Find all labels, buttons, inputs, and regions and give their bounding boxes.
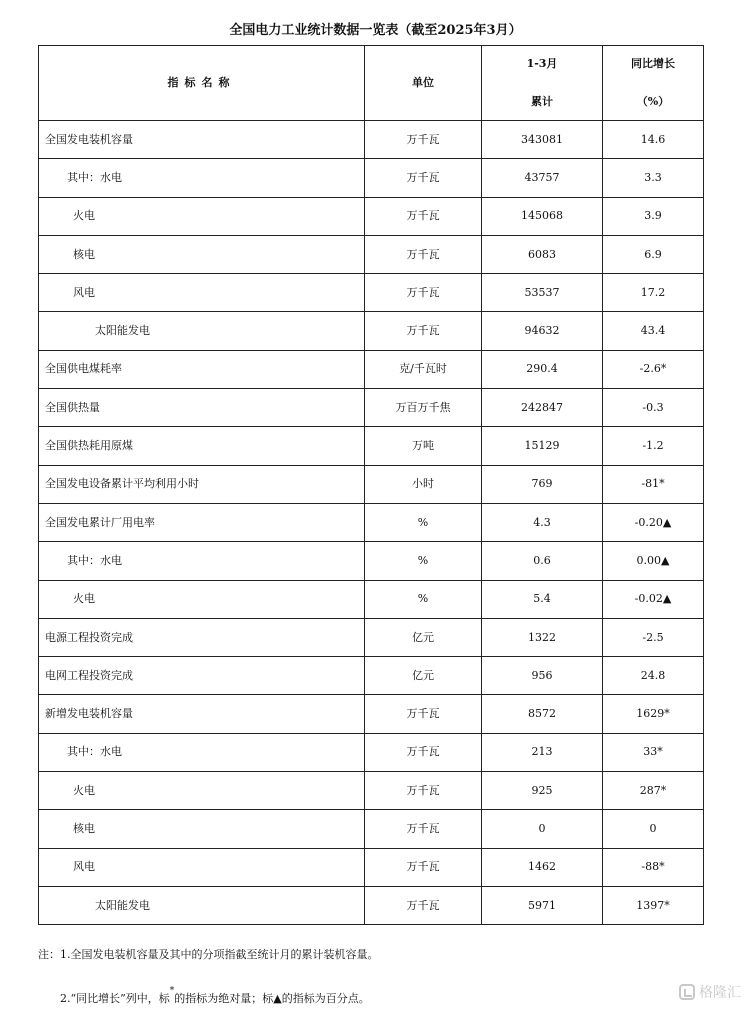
cumulative-value-cell: 8572 [482, 695, 603, 733]
cumulative-value-cell: 925 [482, 772, 603, 810]
indicator-name-cell: 太阳能发电 [39, 886, 365, 924]
table-row [39, 695, 704, 733]
indicator-name-cell: 全国发电累计厂用电率 [39, 503, 365, 541]
cumulative-value-cell: 145068 [482, 197, 603, 235]
table-row [39, 772, 704, 810]
indicator-name-cell: 全国发电装机容量 [39, 121, 365, 159]
unit-cell: 克/千瓦时 [365, 350, 482, 388]
unit-cell: 万千瓦 [365, 772, 482, 810]
table-row [39, 159, 704, 197]
footnote-1: 注：1.全国发电装机容量及其中的分项指截至统计月的累计装机容量。 [38, 948, 379, 961]
table-row [39, 274, 704, 312]
indicator-name-cell: 全国发电设备累计平均利用小时 [39, 465, 365, 503]
table-row [39, 733, 704, 771]
unit-cell: 万千瓦 [365, 312, 482, 350]
unit-cell: 万吨 [365, 427, 482, 465]
cumulative-value-cell: 6083 [482, 235, 603, 273]
table-row [39, 465, 704, 503]
table-row [39, 618, 704, 656]
cumulative-value-cell: 5.4 [482, 580, 603, 618]
yoy-growth-cell: -81* [603, 465, 704, 503]
table-header-row [39, 46, 704, 121]
unit-cell: 亿元 [365, 618, 482, 656]
unit-cell: % [365, 503, 482, 541]
indicator-name-cell: 其中：水电 [39, 542, 365, 580]
table-row [39, 542, 704, 580]
table-row [39, 389, 704, 427]
indicator-name-cell: 核电 [39, 810, 365, 848]
statistics-table [38, 45, 704, 925]
logo-icon [679, 984, 695, 1000]
cumulative-value-cell: 1462 [482, 848, 603, 886]
header-yoy [603, 46, 704, 121]
yoy-growth-cell: 0.00▲ [603, 542, 704, 580]
indicator-name-cell: 核电 [39, 235, 365, 273]
indicator-name-cell: 风电 [39, 274, 365, 312]
unit-cell: 万千瓦 [365, 848, 482, 886]
table-row [39, 235, 704, 273]
table-row [39, 312, 704, 350]
indicator-name-cell: 火电 [39, 772, 365, 810]
yoy-growth-cell: -2.6* [603, 350, 704, 388]
yoy-growth-cell: 24.8 [603, 657, 704, 695]
yoy-growth-cell: -1.2 [603, 427, 704, 465]
indicator-name-cell: 全国供热量 [39, 389, 365, 427]
unit-cell: 万千瓦 [365, 197, 482, 235]
yoy-growth-cell: 6.9 [603, 235, 704, 273]
table-row [39, 810, 704, 848]
cumulative-value-cell: 94632 [482, 312, 603, 350]
indicator-name-cell: 其中：水电 [39, 733, 365, 771]
cumulative-value-cell: 4.3 [482, 503, 603, 541]
yoy-growth-cell: -0.20▲ [603, 503, 704, 541]
cumulative-value-cell: 213 [482, 733, 603, 771]
yoy-growth-cell: 17.2 [603, 274, 704, 312]
cumulative-value-cell: 242847 [482, 389, 603, 427]
unit-cell: 万千瓦 [365, 235, 482, 273]
table-row [39, 121, 704, 159]
yoy-growth-cell: 33* [603, 733, 704, 771]
header-cumulative [482, 46, 603, 121]
cumulative-value-cell: 5971 [482, 886, 603, 924]
unit-cell: 万千瓦 [365, 274, 482, 312]
header-unit: 单位 [365, 46, 482, 121]
cumulative-value-cell: 0.6 [482, 542, 603, 580]
yoy-growth-cell: 287* [603, 772, 704, 810]
unit-cell: 小时 [365, 465, 482, 503]
indicator-name-cell: 电网工程投资完成 [39, 657, 365, 695]
table-row [39, 580, 704, 618]
indicator-name-cell: 新增发电装机容量 [39, 695, 365, 733]
watermark-logo [679, 982, 741, 1002]
unit-cell: % [365, 542, 482, 580]
indicator-name-cell: 全国供电煤耗率 [39, 350, 365, 388]
unit-cell: 万千瓦 [365, 695, 482, 733]
unit-cell: 万百万千焦 [365, 389, 482, 427]
unit-cell: % [365, 580, 482, 618]
indicator-name-cell: 其中：水电 [39, 159, 365, 197]
star-marker: * [169, 986, 175, 997]
indicator-name-cell: 全国供热耗用原煤 [39, 427, 365, 465]
cumulative-value-cell: 1322 [482, 618, 603, 656]
table-row [39, 427, 704, 465]
indicator-name-cell: 太阳能发电 [39, 312, 365, 350]
indicator-name-cell: 火电 [39, 580, 365, 618]
yoy-growth-cell: -0.02▲ [603, 580, 704, 618]
cumulative-value-cell: 769 [482, 465, 603, 503]
table-title: 全国电力工业统计数据一览表（截至2025年3月） [229, 23, 522, 38]
table-row [39, 350, 704, 388]
footnote-2: 2.“同比增长”列中，标*的指标为绝对量；标▲的指标为百分点。 [60, 986, 370, 1005]
table-row [39, 886, 704, 924]
header-period: 1-3月 [526, 57, 558, 70]
indicator-name-cell: 风电 [39, 848, 365, 886]
table-row [39, 657, 704, 695]
yoy-growth-cell: 1629* [603, 695, 704, 733]
cumulative-value-cell: 0 [482, 810, 603, 848]
cumulative-value-cell: 343081 [482, 121, 603, 159]
unit-cell: 万千瓦 [365, 121, 482, 159]
cumulative-value-cell: 956 [482, 657, 603, 695]
yoy-growth-cell: -88* [603, 848, 704, 886]
cumulative-value-cell: 53537 [482, 274, 603, 312]
cumulative-value-cell: 43757 [482, 159, 603, 197]
watermark-text: 格隆汇 [699, 985, 741, 1001]
yoy-growth-cell: 0 [603, 810, 704, 848]
cumulative-value-cell: 15129 [482, 427, 603, 465]
indicator-name-cell: 电源工程投资完成 [39, 618, 365, 656]
header-cumulative-label: 累计 [531, 95, 553, 108]
table-row [39, 503, 704, 541]
header-yoy-unit: （%） [636, 95, 670, 108]
unit-cell: 亿元 [365, 657, 482, 695]
header-yoy-label: 同比增长 [631, 57, 675, 70]
yoy-growth-cell: -0.3 [603, 389, 704, 427]
yoy-growth-cell: 43.4 [603, 312, 704, 350]
yoy-growth-cell: 1397* [603, 886, 704, 924]
yoy-growth-cell: 14.6 [603, 121, 704, 159]
indicator-name-cell: 火电 [39, 197, 365, 235]
yoy-growth-cell: -2.5 [603, 618, 704, 656]
unit-cell: 万千瓦 [365, 886, 482, 924]
unit-cell: 万千瓦 [365, 733, 482, 771]
unit-cell: 万千瓦 [365, 159, 482, 197]
table-row [39, 848, 704, 886]
header-indicator-name: 指标名称 [39, 46, 365, 121]
table-row [39, 197, 704, 235]
yoy-growth-cell: 3.9 [603, 197, 704, 235]
cumulative-value-cell: 290.4 [482, 350, 603, 388]
unit-cell: 万千瓦 [365, 810, 482, 848]
yoy-growth-cell: 3.3 [603, 159, 704, 197]
